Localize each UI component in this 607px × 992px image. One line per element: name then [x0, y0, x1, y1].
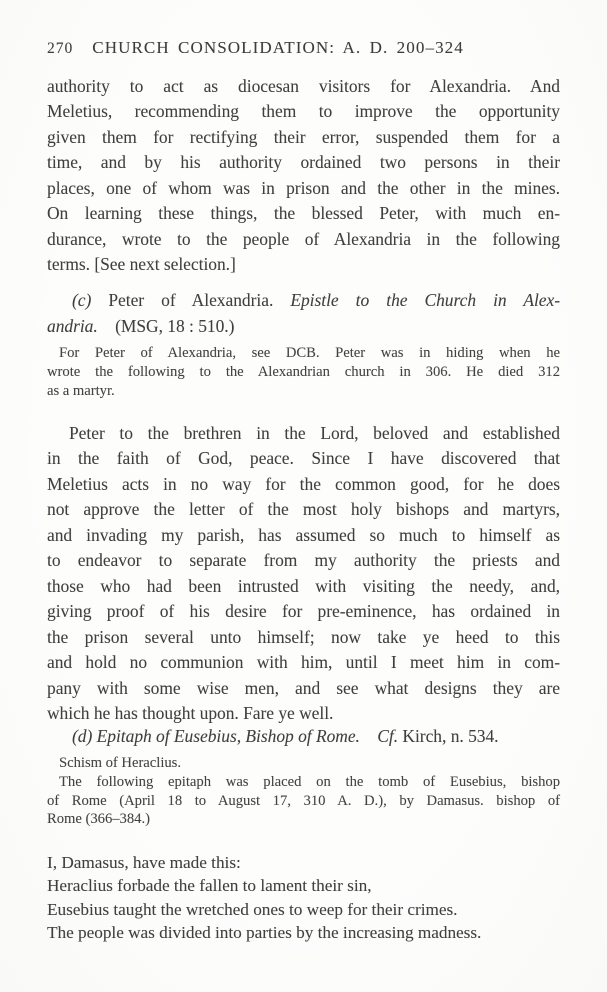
note-line: Schism of Heraclius. — [59, 755, 181, 771]
note-line: The following epitaph was placed on the tomb of Eusebius, bishop — [59, 773, 560, 790]
quote-line: Peter to the brethren in the Lord, beloved and established — [69, 423, 560, 443]
note-line: as a martyr. — [47, 382, 115, 399]
note-line: wrote the following to the Alexandrian church in 306. He died 312 — [47, 363, 560, 380]
poem-line: The people was divided into parties by the increasing madness. — [47, 923, 482, 943]
section-d-heading — [47, 723, 560, 749]
section-c-heading-line — [47, 287, 560, 313]
paragraph-line: authority to act as diocesan visitors for Alexandria. And — [47, 76, 560, 96]
poem-line: Heraclius forbade the fallen to lament their sin, — [47, 876, 372, 896]
page-number: 270 — [47, 40, 74, 57]
source-reference: Kirch, n. 534. — [402, 726, 499, 746]
epistle-quote — [47, 421, 560, 726]
section-d-heading-line — [47, 723, 560, 749]
work-title: Epitaph of Eusebius, Bishop of Rome. — [96, 726, 360, 746]
paragraph-line: places, one of whom was in prison and the other in the mines. — [47, 177, 560, 198]
note-line: of Rome (April 18 to August 17, 310 A. D.), by Damasus. bishop of — [47, 792, 560, 809]
quote-line: which he has thought upon. Fare ye well. — [47, 702, 334, 723]
paragraph-line: Meletius, recommending them to improve the opportunity — [47, 101, 560, 122]
epitaph-poem — [47, 851, 560, 945]
quote-line: and hold no communion with him, until I meet him in com- — [47, 652, 560, 673]
quote-line: those who had been intrusted with visiting the needy, and, — [47, 575, 560, 596]
paragraph-line: given them for rectifying their error, suspended them for a — [47, 126, 560, 147]
paragraph-line: time, and by his authority ordained two persons in their — [47, 152, 560, 173]
paragraph-line: durance, wrote to the people of Alexandria in the following — [47, 228, 560, 249]
quote-line: and invading my parish, has assumed so much to himself as — [47, 524, 560, 545]
work-title: andria. — [47, 316, 98, 336]
note-line: For Peter of Alexandria, see DCB. Peter was in hiding when he — [59, 345, 560, 361]
editorial-note-c — [47, 344, 560, 400]
section-author: Peter of Alexandria. — [108, 290, 274, 310]
paragraph-line: On learning these things, the blessed Peter, with much en- — [47, 203, 560, 224]
section-c-heading-line — [47, 313, 560, 339]
poem-line: Eusebius taught the wretched ones to weep for their crimes. — [47, 899, 458, 919]
work-title: Epistle to the Church in Alex- — [290, 290, 561, 310]
quote-line: the prison several unto himself; now take ye heed to this — [47, 626, 560, 647]
quote-line: in the faith of God, peace. Since I have discovered that — [47, 448, 560, 469]
paragraph-line: terms. [See next selection.] — [47, 254, 236, 275]
cf-label: Cf. — [377, 726, 399, 746]
running-title: CHURCH CONSOLIDATION: A. D. 200–324 — [92, 38, 464, 57]
page-header — [47, 38, 560, 58]
section-label: (c) — [72, 290, 92, 310]
section-c-heading — [47, 287, 560, 339]
note-line: Rome (366–384.) — [47, 811, 150, 828]
section-label: (d) — [72, 726, 93, 746]
quote-line: giving proof of his desire for pre-eminence, has ordained in — [47, 601, 560, 622]
quote-line: pany with some wise men, and see what designs they are — [47, 677, 560, 698]
opening-paragraph — [47, 74, 560, 278]
quote-line: Meletius acts in no way for the common good, for he does — [47, 473, 560, 494]
poem-line: I, Damasus, have made this: — [47, 853, 241, 872]
editorial-note-d — [47, 754, 560, 829]
quote-line: to endeavor to separate from my authority the priests and — [47, 550, 560, 571]
source-reference: (MSG, 18 : 510.) — [115, 316, 235, 336]
quote-line: not approve the letter of the most holy bishops and martyrs, — [47, 499, 560, 520]
